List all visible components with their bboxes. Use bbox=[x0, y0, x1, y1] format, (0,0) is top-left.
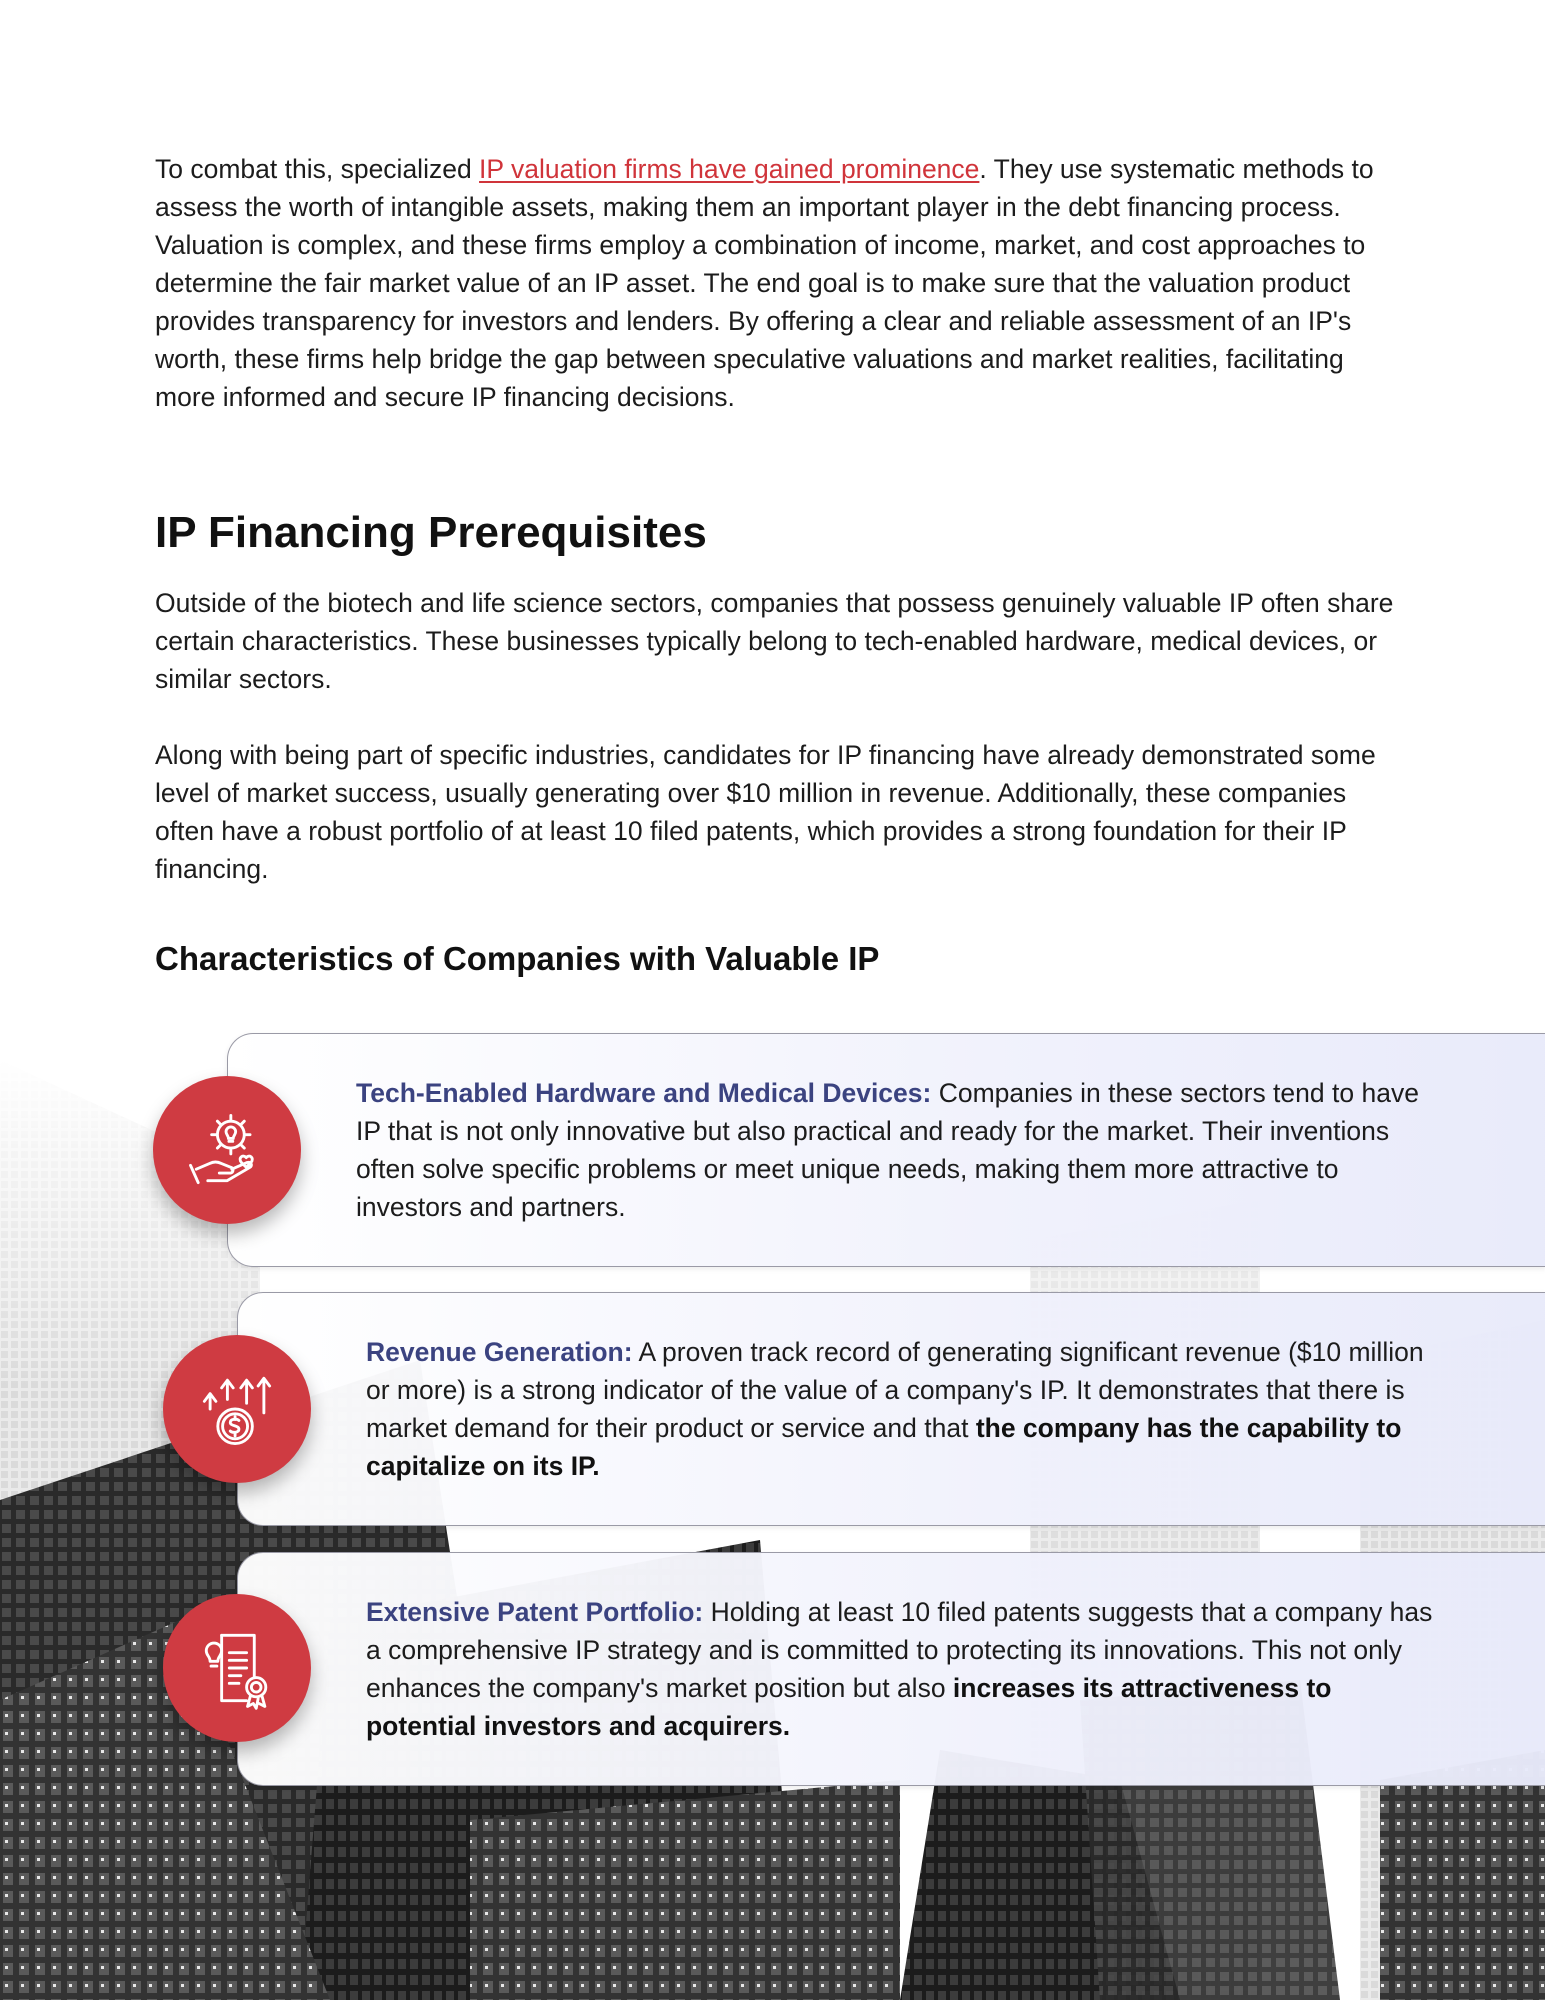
prerequisites-paragraph-1: Outside of the biotech and life science sectors, companies that possess genuinely valuable IP often share certain characteristics. These businesses typically belong to tech-enabled hardware, medical devices, or similar sectors. bbox=[155, 588, 1394, 694]
card-body: Holding at least 10 filed patents suggests that a company has a comprehensive IP strategy and is committed to protecting its innovations. This not only enhances the company's market position but also bbox=[366, 1597, 1433, 1703]
revenue-growth-icon bbox=[163, 1335, 311, 1483]
hand-gear-lightbulb-icon bbox=[153, 1076, 301, 1224]
card-body: Companies in these sectors tend to have IP that is not only innovative but also practical and ready for the market. Their inventions often solve specific problems or meet unique needs, making them more attractive to investors and partners. bbox=[356, 1078, 1419, 1222]
card-title: Revenue Generation: bbox=[366, 1337, 633, 1367]
intro-text-rest: . They use systematic methods to assess the worth of intangible assets, making them an important player in the debt financing process. Valuation is complex, and these firms employ a combination of income, market, and cost approaches to determine the fair market value of an IP asset. The end goal is to make sure that the valuation product provides transparency for investors and lenders. By offering a clear and reliable assessment of an IP's worth, these firms help bridge the gap between speculative valuations and market realities, facilitating more informed and secure IP financing decisions. bbox=[155, 154, 1374, 412]
prerequisites-paragraph-2: Along with being part of specific industries, candidates for IP financing have already demonstrated some level of market success, usually generating over $10 million in revenue. Additionally, these companies often have a robust portfolio of at least 10 filed patents, which provides a strong foundation for their IP financing. bbox=[155, 740, 1376, 884]
card-bold-text: the company has the capability to capitalize on its IP. bbox=[366, 1413, 1402, 1481]
card-revenue-generation bbox=[237, 1292, 1545, 1526]
card-revenue-generation-text bbox=[366, 1333, 1446, 1485]
characteristics-heading: Characteristics of Companies with Valuable IP bbox=[155, 940, 880, 977]
intro-text-start: To combat this, specialized bbox=[155, 154, 480, 184]
card-body: A proven track record of generating significant revenue ($10 million or more) is a strong indicator of the value of a company's IP. It demonstrates that there is market demand for their product or service and that bbox=[366, 1337, 1424, 1443]
card-bold-text: increases its attractiveness to potential investors and acquirers. bbox=[366, 1673, 1332, 1741]
card-title: Extensive Patent Portfolio: bbox=[366, 1597, 704, 1627]
card-title: Tech-Enabled Hardware and Medical Devices: bbox=[356, 1078, 932, 1108]
card-patent-portfolio-text bbox=[366, 1593, 1446, 1745]
card-tech-hardware-text bbox=[356, 1074, 1436, 1226]
ip-valuation-link[interactable]: IP valuation firms have gained prominence bbox=[479, 154, 980, 184]
card-tech-hardware bbox=[227, 1033, 1545, 1267]
intro-paragraph bbox=[155, 150, 1405, 416]
card-patent-portfolio bbox=[237, 1552, 1545, 1786]
section-heading: IP Financing Prerequisites bbox=[155, 508, 707, 557]
patent-certificate-icon bbox=[163, 1594, 311, 1742]
